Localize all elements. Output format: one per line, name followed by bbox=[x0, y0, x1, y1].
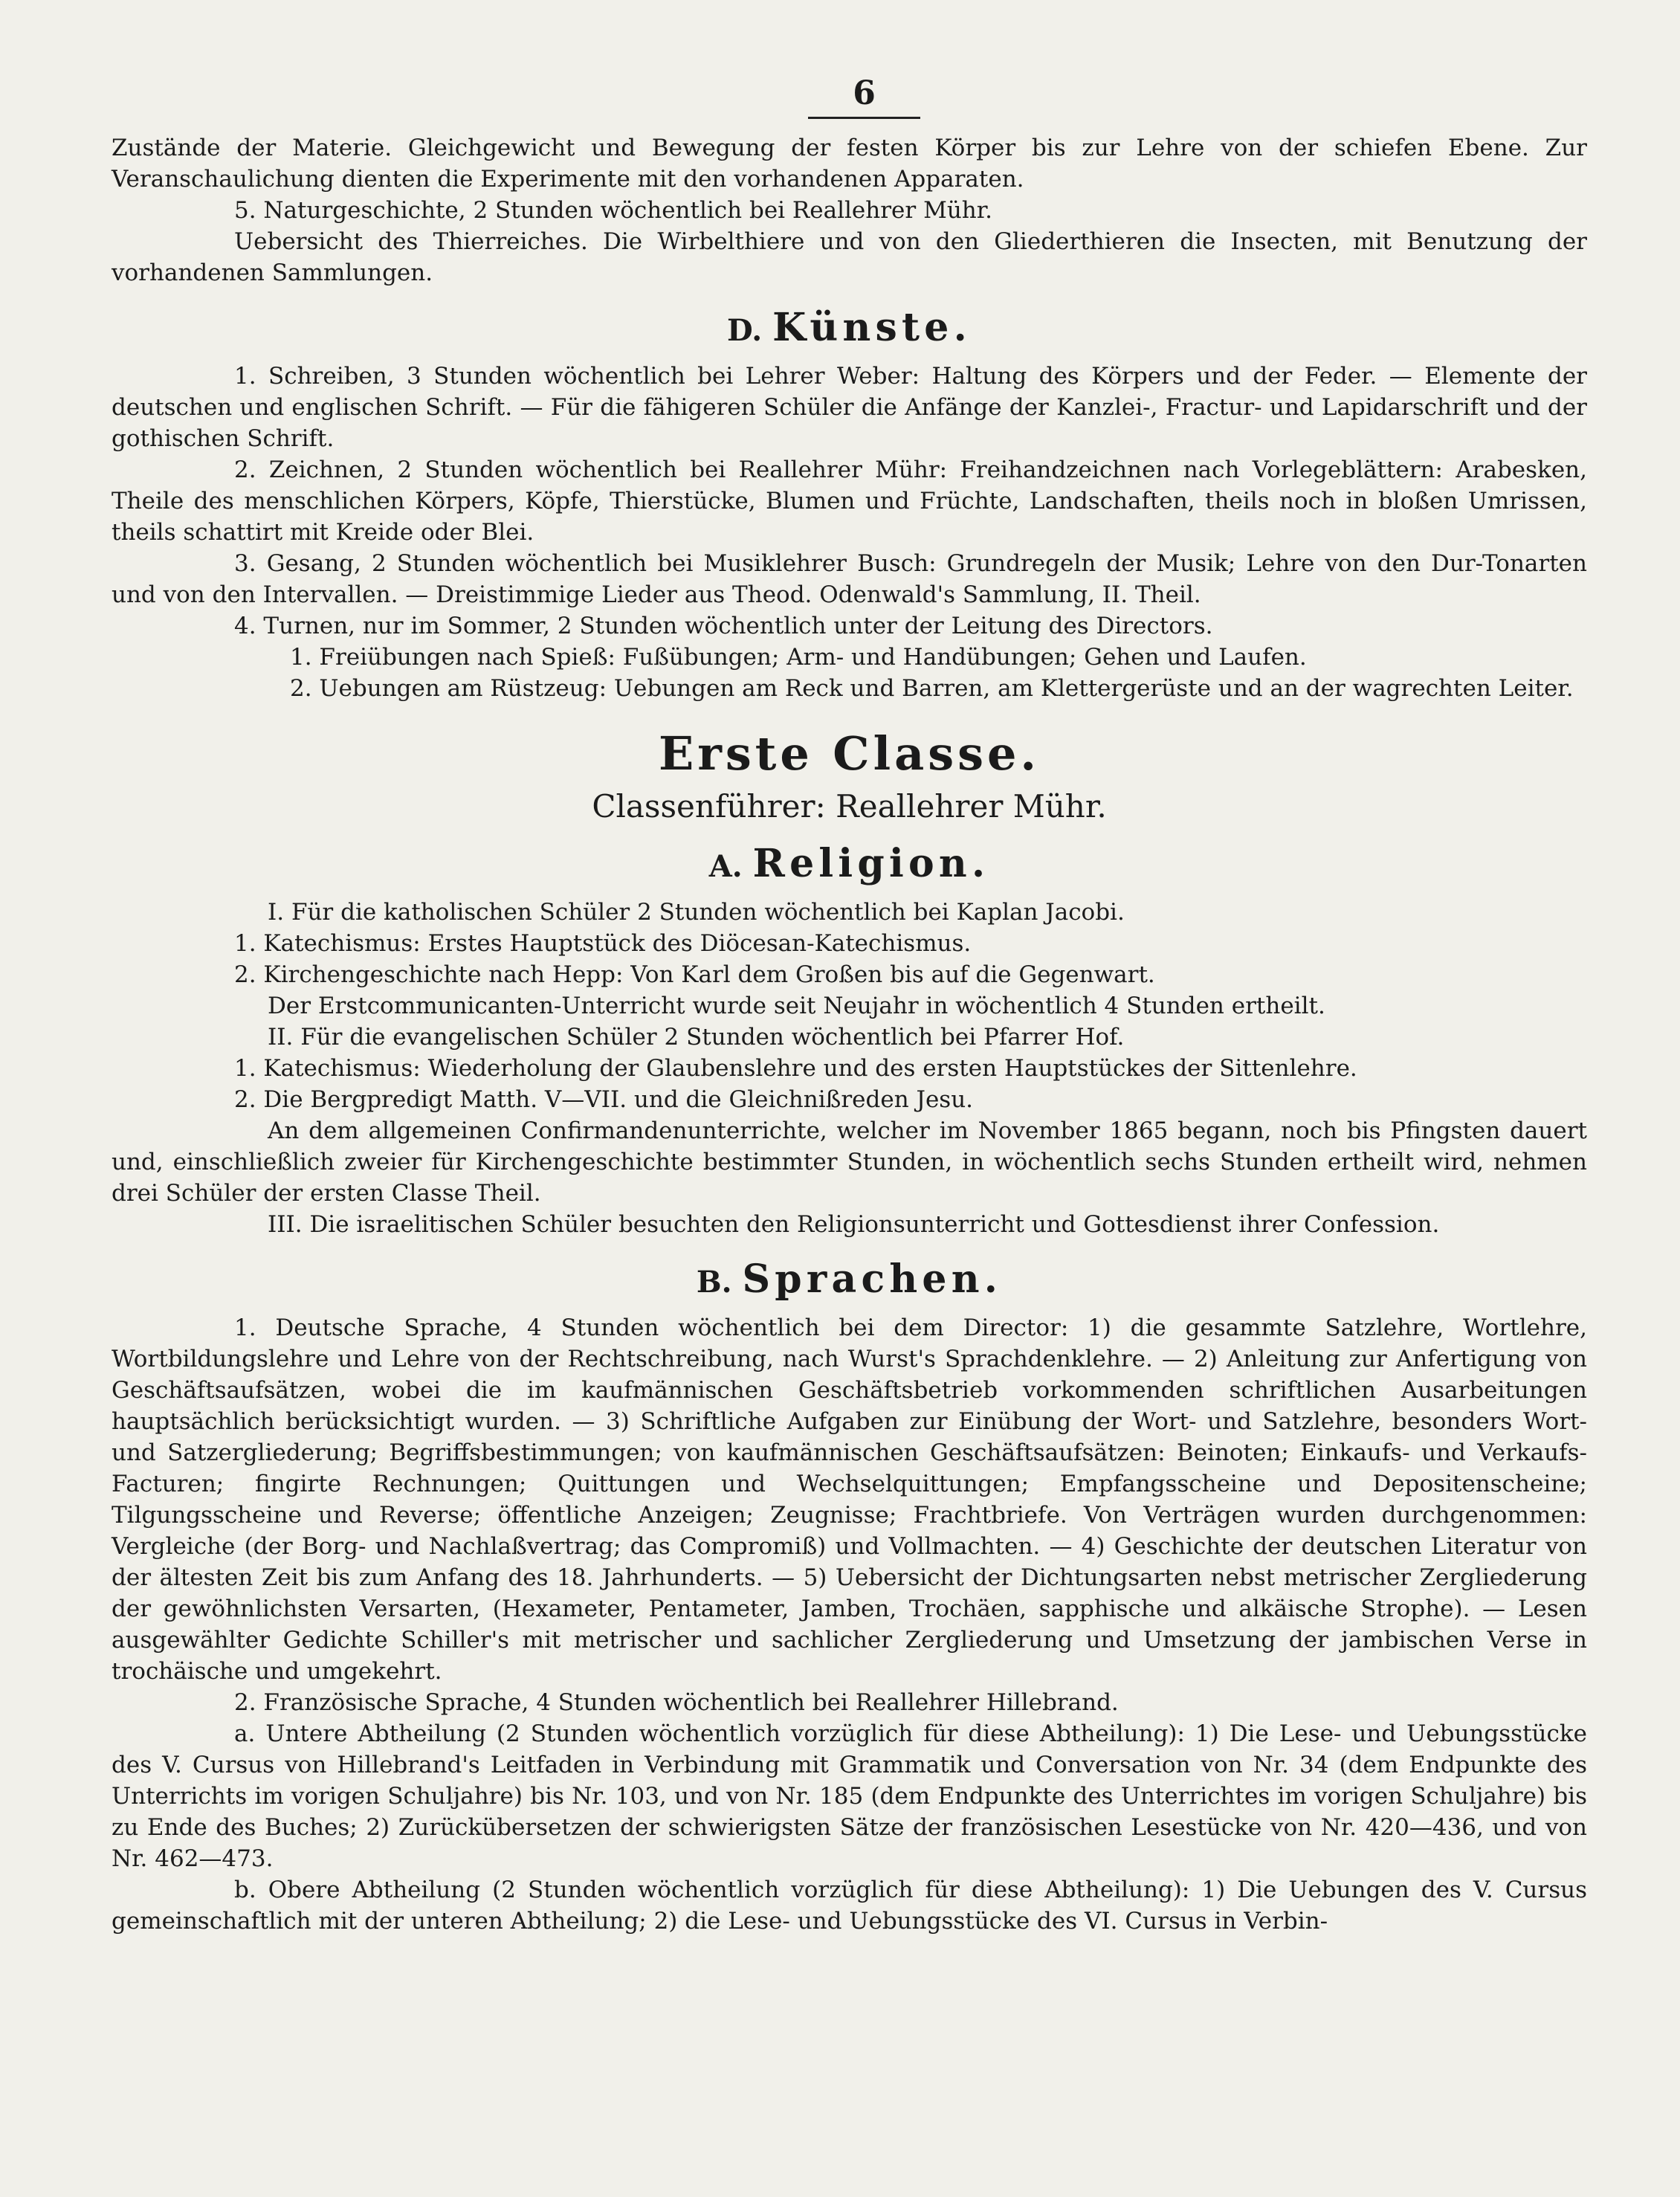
paragraph: I. Für die katholischen Schüler 2 Stunden wöchentlich bei Kaplan Jacobi. bbox=[268, 899, 1125, 926]
paragraph: 4. Turnen, nur im Sommer, 2 Stunden wöchentlich unter der Leitung des Directors. bbox=[234, 613, 1213, 639]
class-leader: Classenführer: Reallehrer Mühr. bbox=[592, 788, 1107, 825]
section-a-heading bbox=[112, 841, 1587, 886]
paragraph: 2. Kirchengeschichte nach Hepp: Von Karl dem Großen bis auf die Gegenwart. bbox=[234, 961, 1155, 988]
paragraph: 1. Katechismus: Erstes Hauptstück des Diöcesan-Katechismus. bbox=[234, 930, 972, 957]
paragraph: 1. Schreiben, 3 Stunden wöchentlich bei Lehrer Weber: Haltung des Körpers und der Feder. — Elemente der deutschen und englischen Schrift. — Für die fähigeren Schüler die Anfänge der Kanzlei-, Fractur- und Lapidarschrift und der gothischen Schrift. bbox=[112, 363, 1587, 452]
section-letter: B. bbox=[696, 1265, 732, 1300]
paragraph: 2. Uebungen am Rüstzeug: Uebungen am Reck und Barren, am Klettergerüste und an der wagrechten Leiter. bbox=[290, 675, 1574, 702]
section-title: Religion. bbox=[752, 841, 990, 886]
paragraph: 2. Die Bergpredigt Matth. V—VII. und die Gleichnißreden Jesu. bbox=[234, 1086, 974, 1113]
page-number: 6 bbox=[141, 0, 1587, 119]
section-title: Künste. bbox=[772, 305, 972, 350]
class-heading: Erste Classe. bbox=[659, 726, 1040, 781]
intro-paragraph: Uebersicht des Thierreiches. Die Wirbelthiere und von den Gliederthieren die Insecten, mit Benutzung der vorhandenen Sammlungen. bbox=[112, 228, 1587, 286]
paragraph: II. Für die evangelischen Schüler 2 Stunden wöchentlich bei Pfarrer Hof. bbox=[268, 1024, 1125, 1051]
section-d-heading bbox=[112, 305, 1587, 350]
intro-paragraph: Zustände der Materie. Gleichgewicht und Bewegung der festen Körper bis zur Lehre von der schiefen Ebene. Zur Veranschaulichung dienten die Experimente mit den vorhandenen Apparaten. bbox=[112, 135, 1587, 193]
paragraph: 1. Freiübungen nach Spieß: Fußübungen; Arm- und Handübungen; Gehen und Laufen. bbox=[290, 644, 1307, 671]
paragraph: 3. Gesang, 2 Stunden wöchentlich bei Musiklehrer Busch: Grundregeln der Musik; Lehre von den Dur-Tonarten und von den Intervallen. — Dreistimmige Lieder aus Theod. Odenwald's Sammlung, II. Theil. bbox=[112, 550, 1587, 608]
section-letter: D. bbox=[727, 313, 763, 348]
paragraph: 1. Katechismus: Wiederholung der Glaubenslehre und des ersten Hauptstückes der Sittenlehre. bbox=[234, 1055, 1357, 1082]
paragraph: III. Die israelitischen Schüler besuchten den Religionsunterricht und Gottesdienst ihrer Confession. bbox=[268, 1211, 1440, 1238]
section-letter: A. bbox=[708, 849, 743, 884]
section-b-body bbox=[112, 1312, 1587, 1937]
section-d-body bbox=[112, 361, 1587, 704]
section-title: Sprachen. bbox=[742, 1256, 1003, 1302]
section-a-body bbox=[112, 897, 1587, 1240]
paragraph: 1. Deutsche Sprache, 4 Stunden wöchentlich bei dem Director: 1) die gesammte Satzlehre, Wortlehre, Wortbildungslehre und Lehre von der Rechtschreibung, nach Wurst's Sprachdenklehre. — 2) Anleitung zur Anfertigung von Geschäftsaufsätzen, wobei die im kaufmännischen Geschäftsbetrieb vorkommenden schriftlichen Ausarbeitungen hauptsächlich berücksichtigt wurden. — 3) Schriftliche Aufgaben zur Einübung der Wort- und Satzlehre, besonders Wort- und Satzergliederung; Begriffsbestimmungen; von kaufmännischen Geschäftsaufsätzen: Beinoten; Einkaufs- und Verkaufs-Facturen; fingirte Rechnungen; Quittungen und Wechselquittungen; Empfangsscheine und Depositenscheine; Tilgungsscheine und Reverse; öffentliche Anzeigen; Zeugnisse; Frachtbriefe. Von Verträgen wurden durchgenommen: Vergleiche (der Borg- und Nachlaßvertrag; das Compromiß) und Vollmachten. — 4) Geschichte der deutschen Literatur von der ältesten Zeit bis zum Anfang des 18. Jahrhunderts. — 5) Uebersicht der Dichtungsarten nebst metrischer Zergliederung der gewöhnlichsten Versarten, (Hexameter, Pentameter, Jamben, Trochäen, sapphische und alkäische Strophe). — Lesen ausgewählter Gedichte Schiller's mit metrischer und sachlicher Zergliederung und Umsetzung der jambischen Verse in trochäische und umgekehrt. bbox=[112, 1314, 1587, 1685]
paragraph: a. Untere Abtheilung (2 Stunden wöchentlich vorzüglich für diese Abtheilung): 1) Die Lese- und Uebungsstücke des V. Cursus von Hillebrand's Leitfaden in Verbindung mit Grammatik und Conversation von Nr. 34 (dem Endpunkte des Unterrichts im vorigen Schuljahre) bis Nr. 103, und von Nr. 185 (dem Endpunkte des Unterrichtes im vorigen Schuljahre) bis zu Ende des Buches; 2) Zurückübersetzen der schwierigsten Sätze der französischen Lesestücke von Nr. 420—436, und von Nr. 462—473. bbox=[112, 1720, 1587, 1872]
paragraph: b. Obere Abtheilung (2 Stunden wöchentlich vorzüglich für diese Abtheilung): 1) Die Uebungen des V. Cursus gemeinschaftlich mit der unteren Abtheilung; 2) die Lese- und Uebungsstücke des VI. Cursus in Verbin- bbox=[112, 1877, 1587, 1935]
paragraph: 2. Zeichnen, 2 Stunden wöchentlich bei Reallehrer Mühr: Freihandzeichnen nach Vorlegeblättern: Arabesken, Theile des menschlichen Körpers, Köpfe, Thierstücke, Blumen und Früchte, Landschaften, theils noch in bloßen Umrissen, theils schattirt mit Kreide oder Blei. bbox=[112, 457, 1587, 546]
paragraph: 2. Französische Sprache, 4 Stunden wöchentlich bei Reallehrer Hillebrand. bbox=[234, 1689, 1119, 1716]
intro-paragraph: 5. Naturgeschichte, 2 Stunden wöchentlich bei Reallehrer Mühr. bbox=[234, 197, 993, 224]
intro-block bbox=[112, 132, 1587, 288]
section-b-heading bbox=[112, 1256, 1587, 1302]
paragraph: An dem allgemeinen Confirmandenunterrichte, welcher im November 1865 begann, noch bis Pfingsten dauert und, einschließlich zweier für Kirchengeschichte bestimmter Stunden, in wöchentlich sechs Stunden ertheilt wird, nehmen drei Schüler der ersten Classe Theil. bbox=[112, 1117, 1587, 1207]
paragraph: Der Erstcommunicanten-Unterricht wurde seit Neujahr in wöchentlich 4 Stunden ertheilt. bbox=[268, 993, 1325, 1019]
